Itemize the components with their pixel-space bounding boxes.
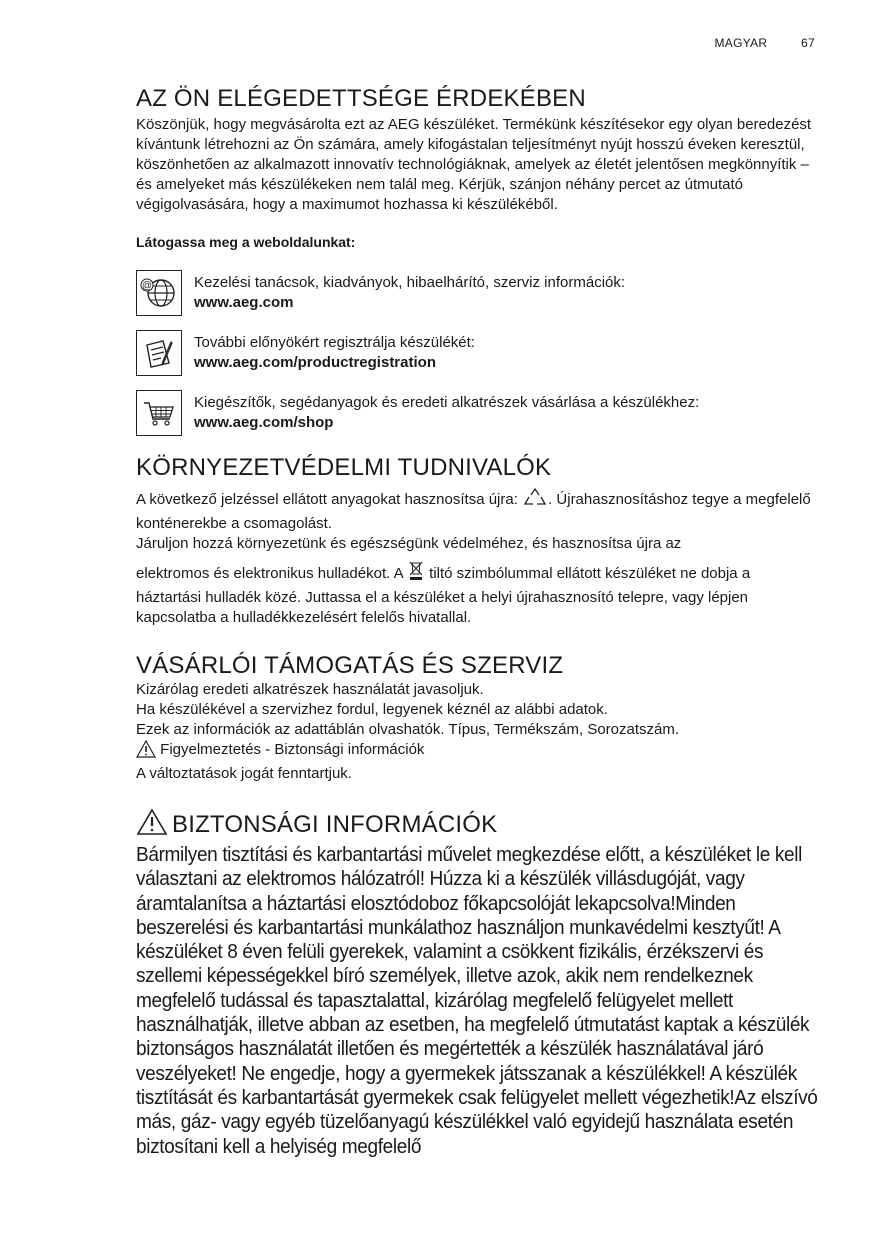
link-row-registration[interactable] [136,330,816,382]
recycle-text-a: A következő jelzéssel ellátott anyagokat hasznosítsa újra: [136,491,518,508]
shopping-cart-icon [136,390,182,436]
service-last-line: A változtatások jogát fenntartjuk. [136,765,352,782]
link-description: További előnyökért regisztrálja készülékét: [194,334,475,351]
safety-title: BIZTONSÁGI INFORMÁCIÓK [172,810,498,838]
service-title: VÁSÁRLÓI TÁMOGATÁS ÉS SZERVIZ [136,652,564,679]
service-warning-line [136,740,816,764]
weee-text-b: tiltó szimbólummal ellátott készüléket ne dobja a háztartási hulladék közé. Juttassa el a készüléket a helyi újrahasznosító telepre, vagy lépjen kapcsolatba a hulladékkezelésért felelős hivatallal. [136,565,751,626]
registration-form-icon [136,330,182,376]
environment-paragraph-1 [136,486,816,534]
page-content [136,85,816,1159]
link-url-registration[interactable]: www.aeg.com/productregistration [194,354,436,371]
warning-icon [136,740,156,764]
service-section [136,652,816,784]
recycle-icon [522,486,548,514]
warning-text: Figyelmeztetés - Biztonsági információk [160,741,425,758]
weee-text-a: elektromos és elektronikus hulladékot. A [136,565,403,582]
link-url-aeg[interactable]: www.aeg.com [194,294,294,311]
environment-paragraph-2: Járuljon hozzá környezetünk és egészségünk védelméhez, és hasznosítsa újra az [136,535,682,552]
page-header [714,36,815,50]
link-row-support[interactable] [136,270,816,322]
satisfaction-body: Köszönjük, hogy megvásárolta ezt az AEG készüléket. Termékünk készítésekor egy olyan beredezést kívántunk létrehozni az Ön számára, amely kifogástalan teljesítményt nyújt hosszú éveken keresztül, köszönhetően az alkalmazott innovatív technológiáknak, amelyek az életét jelentősen megkönnyítik – és amelyeket más készülékeken nem talál meg. Kérjük, szánjon néhány percet az útmutató végigolvasására, hogy a maximumot hozhassa ki készülékéből. [136,116,812,213]
satisfaction-title: AZ ÖN ELÉGEDETTSÉGE ÉRDEKÉBEN [136,85,586,112]
environment-paragraph-3 [136,560,816,628]
service-line: Ha készülékével a szervizhez fordul, legyenek kéznél az alábbi adatok. [136,701,608,718]
environment-title: KÖRNYEZETVÉDELMI TUDNIVALÓK [136,454,552,481]
page-number: 67 [801,36,815,50]
svg-text:@: @ [141,280,153,292]
service-line: Kizárólag eredeti alkatrészek használatát javasoljuk. [136,681,484,698]
link-row-shop[interactable] [136,390,816,442]
link-description: Kiegészítők, segédanyagok és eredeti alkatrészek vásárlása a készülékhez: [194,394,700,411]
language-label: MAGYAR [714,36,768,50]
service-line: Ezek az információk az adattáblán olvashatók. Típus, Termékszám, Sorozatszám. [136,721,680,738]
safety-header [136,808,816,841]
globe-icon [136,270,182,316]
visit-label: Látogassa meg a weboldalunkat: [136,234,356,250]
environment-section [136,454,816,628]
crossed-bin-icon [407,560,425,588]
link-description: Kezelési tanácsok, kiadványok, hibaelhárító, szerviz információk: [194,274,626,291]
recycle-text-b: . Újrahasznosításhoz tegye a megfelelő konténerekbe a csomagolást. [136,491,811,532]
link-url-shop[interactable]: www.aeg.com/shop [194,414,334,431]
safety-body: Bármilyen tisztítási és karbantartási művelet megkezdése előtt, a készüléket le kell választani az elektromos hálózatról! Húzza ki a készülék villásdugóját, vagy áramtalanítsa a háztartási elosztódoboz főkapcsolóját lekapcsolva!Minden beszerelési és karbantartási munkálathoz használjon munkavédelmi kesztyűt! A készüléket 8 éven felüli gyerekek, valamint a csökkent fizikális, érzékszervi és szellemi képességekkel bíró személyek, illetve azok, akik nem rendelkeznek megfelelő tudással és tapasztalattal, kizárólag megfelelő felügyelet mellett használhatják, illetve abban az esetben, ha megfelelő útmutatást kaptak a készülék biztonságos használatát illetően és megértették a készülék használatával járó veszélyeket! Ne engedje, hogy a gyermekek játsszanak a készülékkel! A készülék tisztítását és karbantartását gyermekek csak felügyelet mellett végezhetik!Az elszívó más, gáz- vagy egyéb tüzelőanyagú készülékkel való egyidejű használata esetén biztosítani kell a helyiség megfelelő [136,843,818,1158]
warning-icon [136,808,168,841]
